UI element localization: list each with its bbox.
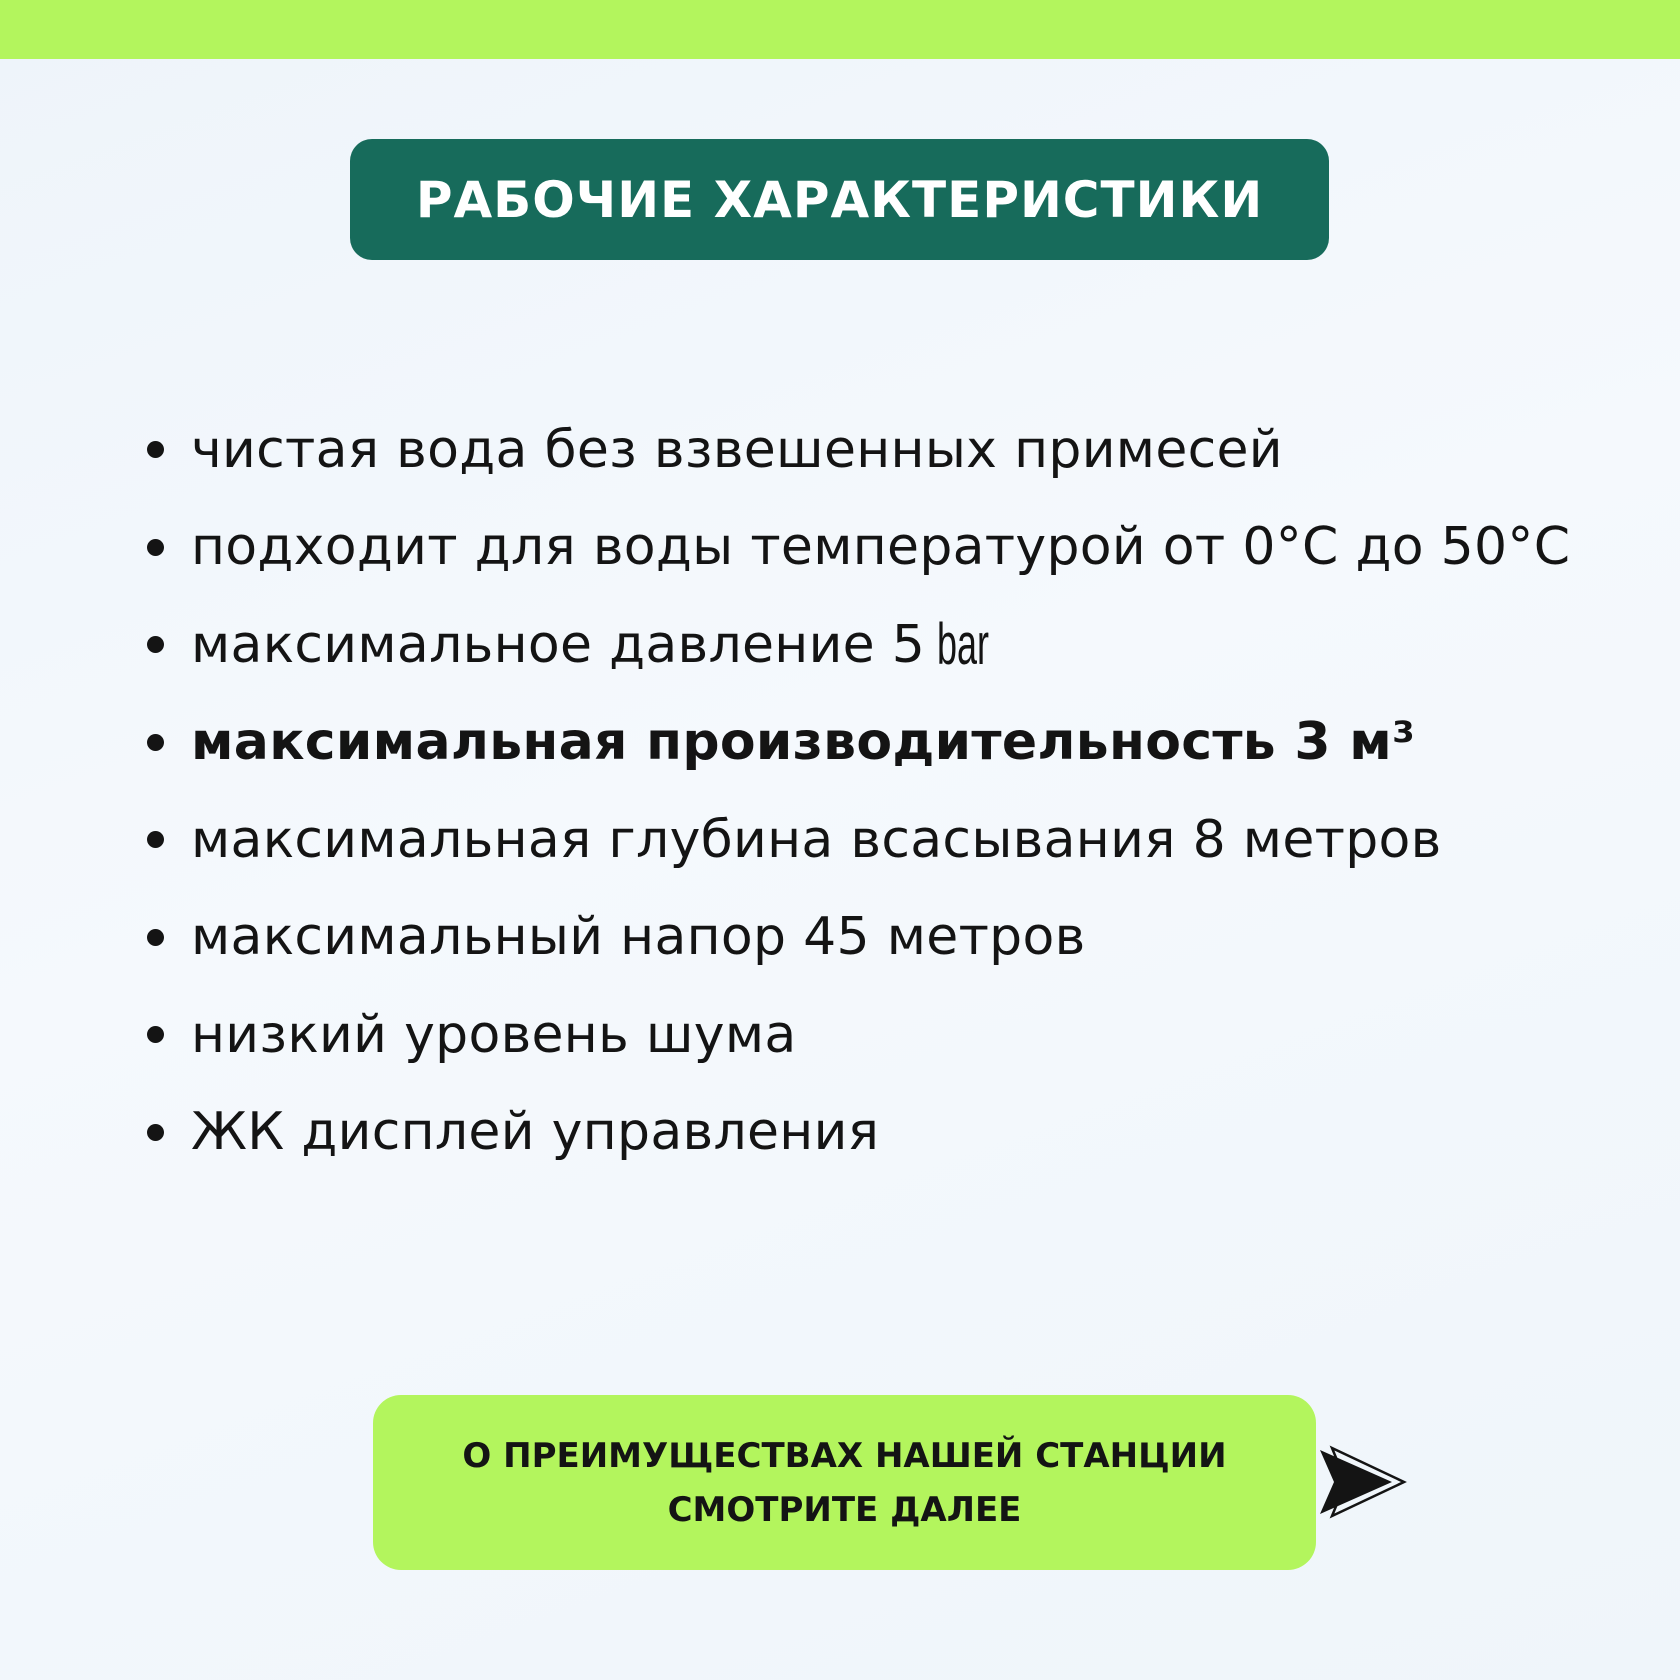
feature-text: подходит для воды температурой от 0°C до 50°C bbox=[191, 517, 1571, 578]
cta-line-1: О ПРЕИМУЩЕСТВАХ НАШЕЙ СТАНЦИИ bbox=[462, 1435, 1227, 1476]
feature-text: ЖК дисплей управления bbox=[191, 1102, 880, 1163]
bullet-icon bbox=[147, 636, 164, 653]
bullet-icon bbox=[147, 929, 164, 946]
title-badge bbox=[350, 139, 1329, 260]
list-item bbox=[140, 889, 1640, 987]
feature-text: чистая вода без взвешенных примесей bbox=[191, 419, 1283, 480]
bullet-icon bbox=[147, 831, 164, 848]
bullet-icon bbox=[147, 734, 164, 751]
cta-line-2: СМОТРИТЕ ДАЛЕЕ bbox=[667, 1489, 1022, 1530]
next-slide-button[interactable] bbox=[373, 1395, 1316, 1570]
list-item bbox=[140, 791, 1640, 889]
pressure-unit: bar bbox=[937, 612, 990, 678]
bullet-icon bbox=[147, 1026, 164, 1043]
list-item bbox=[140, 401, 1640, 499]
list-item bbox=[140, 694, 1640, 792]
feature-text: максимальное давление 5 bbox=[191, 614, 926, 675]
feature-text: низкий уровень шума bbox=[191, 1004, 797, 1065]
list-item bbox=[140, 596, 1640, 694]
feature-text-highlight: максимальная производительность 3 м³ bbox=[191, 712, 1416, 773]
list-item bbox=[140, 499, 1640, 597]
bullet-icon bbox=[147, 1124, 164, 1141]
features-list bbox=[140, 401, 1640, 1181]
top-accent-bar bbox=[0, 0, 1680, 59]
feature-text: максимальный напор 45 метров bbox=[191, 907, 1086, 968]
list-item bbox=[140, 1084, 1640, 1182]
bullet-icon bbox=[147, 441, 164, 458]
feature-text: максимальная глубина всасывания 8 метров bbox=[191, 809, 1442, 870]
arrow-right-icon[interactable] bbox=[1318, 1442, 1408, 1522]
bullet-icon bbox=[147, 539, 164, 556]
page-title: РАБОЧИЕ ХАРАКТЕРИСТИКИ bbox=[415, 170, 1264, 229]
list-item bbox=[140, 986, 1640, 1084]
